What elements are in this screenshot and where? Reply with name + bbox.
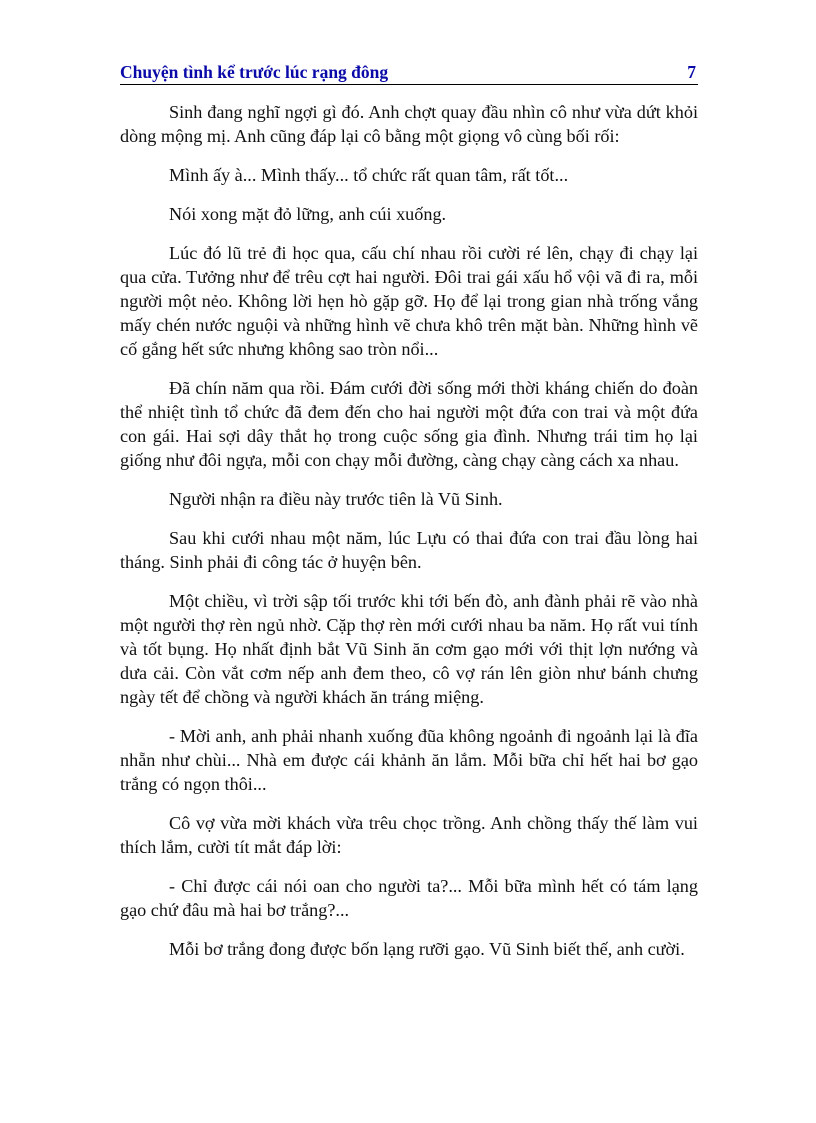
paragraph: Lúc đó lũ trẻ đi học qua, cấu chí nhau rồi cười ré lên, chạy đi chạy lại qua cửa. Tưởng như để trêu cợt hai người. Đôi trai gái xấu hổ vội vã đi ra, mỗi người một nẻo. Không lời hẹn hò gặp gỡ. Họ để lại trong gian nhà trống vắng mấy chén nước nguội và những hình vẽ chưa khô trên mặt bàn. Những hình vẽ cố gắng hết sức nhưng không sao tròn nổi...: [120, 243, 698, 359]
paragraph: Mỗi bơ trắng đong được bốn lạng rưỡi gạo. Vũ Sinh biết thế, anh cười.: [169, 939, 685, 959]
paragraph: Một chiều, vì trời sập tối trước khi tới bến đò, anh đành phải rẽ vào nhà một người thợ rèn ngủ nhờ. Cặp thợ rèn mới cưới nhau ba năm. Họ rất vui tính và tốt bụng. Họ nhất định bắt Vũ Sinh ăn cơm gạo mới với thịt lợn nướng và dưa cải. Còn vắt cơm nếp anh đem theo, cô vợ rán lên giòn như bánh chưng ngày tết để chồng và người khách ăn tráng miệng.: [120, 591, 698, 707]
page-number: 7: [687, 62, 696, 82]
paragraph: - Chỉ được cái nói oan cho người ta?... Mỗi bữa mình hết có tám lạng gạo chứ đâu mà hai bơ trắng?...: [120, 876, 698, 920]
paragraph: Nói xong mặt đỏ lững, anh cúi xuống.: [169, 204, 447, 224]
paragraph: Người nhận ra điều này trước tiên là Vũ Sinh.: [169, 489, 503, 509]
book-title: Chuyện tình kể trước lúc rạng đông: [120, 62, 389, 82]
body-text: [120, 100, 698, 976]
running-header: [120, 60, 698, 85]
paragraph: - Mời anh, anh phải nhanh xuống đũa không ngoảnh đi ngoảnh lại là đĩa nhẵn như chùi... Nhà em được cái khảnh ăn lắm. Mỗi bữa chỉ hết hai bơ gạo trắng có ngọn thôi...: [120, 726, 698, 794]
paragraph: Sau khi cưới nhau một năm, lúc Lựu có thai đứa con trai đầu lòng hai tháng. Sinh phải đi công tác ở huyện bên.: [120, 528, 698, 572]
paragraph: Sinh đang nghĩ ngợi gì đó. Anh chợt quay đầu nhìn cô như vừa dứt khỏi dòng mộng mị. Anh cũng đáp lại cô bằng một giọng vô cùng bối rối:: [120, 102, 698, 146]
paragraph: Đã chín năm qua rồi. Đám cưới đời sống mới thời kháng chiến do đoàn thể nhiệt tình tổ chức đã đem đến cho hai người một đứa con trai và một đứa con gái. Hai sợi dây thắt họ trong cuộc sống gia đình. Nhưng trái tim họ lại giống như đôi ngựa, mỗi con chạy mỗi đường, càng chạy càng cách xa nhau.: [120, 378, 698, 470]
paragraph: Mình ấy à... Mình thấy... tổ chức rất quan tâm, rất tốt...: [169, 165, 569, 185]
paragraph: Cô vợ vừa mời khách vừa trêu chọc trồng. Anh chồng thấy thế làm vui thích lắm, cười tít mắt đáp lời:: [120, 813, 698, 857]
